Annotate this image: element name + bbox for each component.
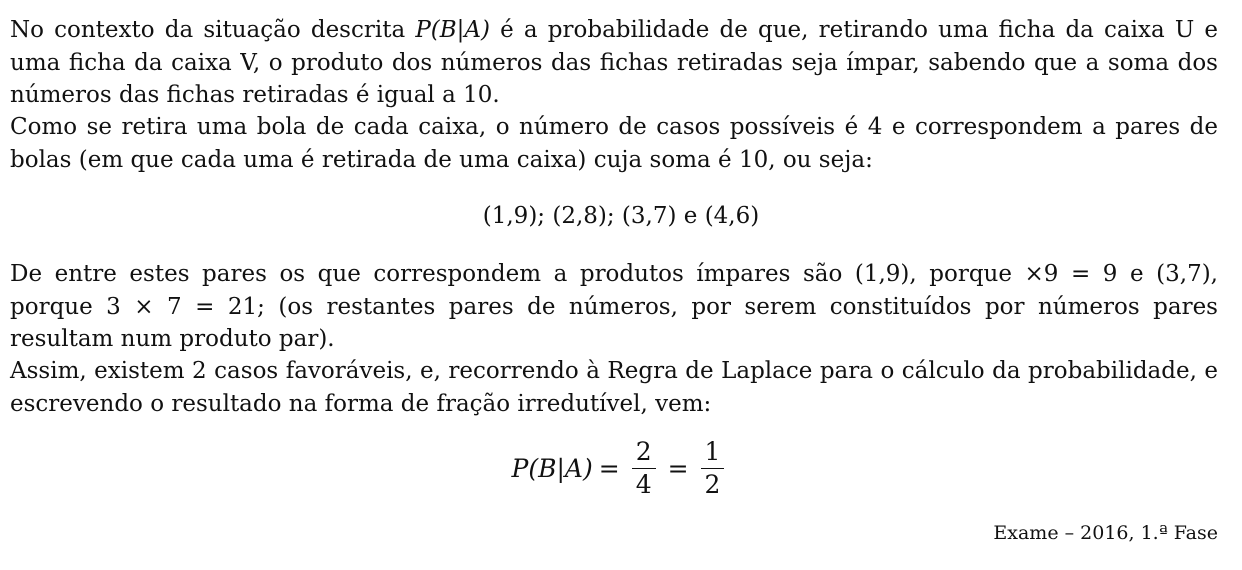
equals-sign-2: = bbox=[667, 453, 689, 483]
fraction-two-fourths bbox=[632, 438, 656, 498]
fraction-denominator: 4 bbox=[635, 469, 652, 499]
fraction-one-half bbox=[701, 438, 725, 498]
paragraph-context-end: é a probabilidade de que, retirando uma ficha da caixa U e uma ficha da caixa V, o produto dos números das fichas retiradas seja ímpar, sabendo que a soma dos números das fichas retiradas é igual a 10. bbox=[10, 17, 1218, 108]
paragraph-laplace: Assim, existem 2 casos favoráveis, e, recorrendo à Regra de Laplace para o cálculo da probabilidade, e escrevendo o resultado na forma de fração irredutível, vem: bbox=[10, 358, 1218, 417]
paragraph-possible-cases: Como se retira uma bola de cada caixa, o número de casos possíveis é 4 e correspondem a pares de bolas (em que cada uma é retirada de uma caixa) cuja soma é 10, ou seja: bbox=[10, 114, 1218, 173]
paragraph-odd-products: De entre estes pares os que correspondem a produtos ímpares são (1,9), porque ×9 = 9 e (3,7), porque 3 × 7 = 21; (os restantes pares de números, por serem constituídos por números pares resultam num produto par). bbox=[10, 261, 1218, 352]
paragraph-context-start: No contexto da situação descrita bbox=[10, 17, 416, 43]
fraction-numerator: 1 bbox=[701, 438, 725, 469]
fraction-denominator: 2 bbox=[704, 469, 721, 499]
conditional-probability-expression: P(B|A) bbox=[415, 17, 491, 43]
probability-formula bbox=[0, 438, 1242, 498]
formula-lhs: P(B|A) bbox=[511, 453, 593, 483]
pairs-display-line: (1,9); (2,8); (3,7) e (4,6) bbox=[482, 203, 760, 229]
paragraph-context bbox=[10, 14, 1218, 112]
fraction-numerator: 2 bbox=[632, 438, 656, 469]
exam-source-label: Exame – 2016, 1.ª Fase bbox=[993, 522, 1218, 544]
equals-sign-1: = bbox=[598, 453, 620, 483]
